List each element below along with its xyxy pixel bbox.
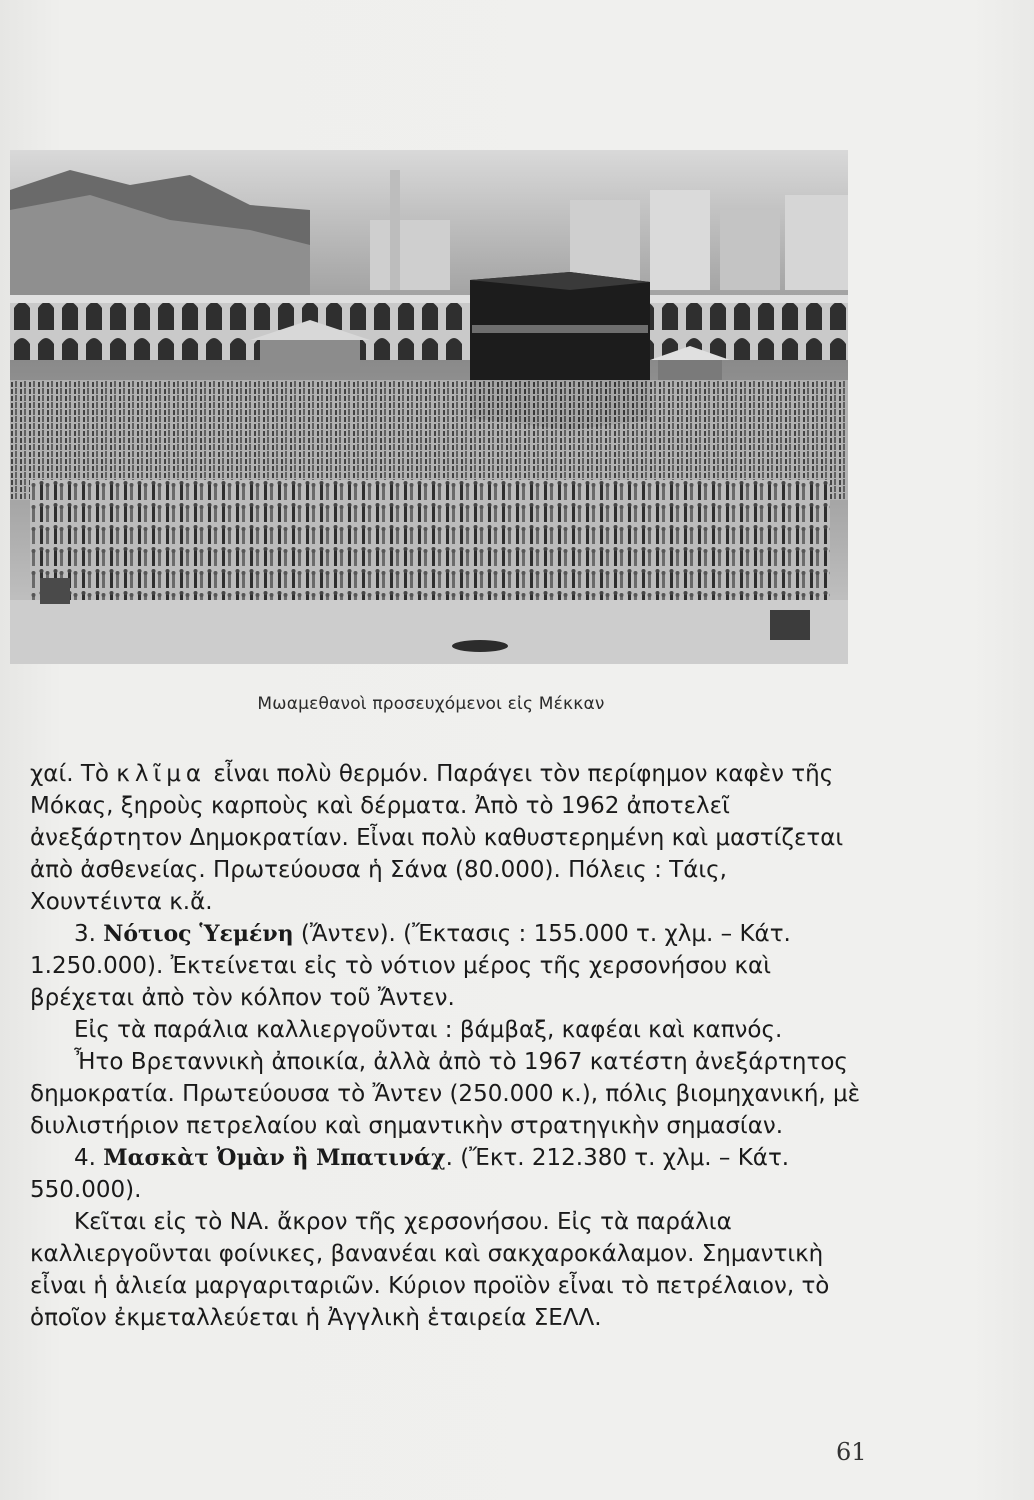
paragraph-crops: Εἰς τὰ παράλια καλλιεργοῦνται : βάμβαξ, καφέαι καὶ καπνός. — [74, 1017, 783, 1043]
paragraph-aden-history: Ἦτο Βρεταννικὴ ἀποικία, ἀλλὰ ἀπὸ τὸ 1967 κατέστη ἀνεξάρτητος δημοκρατία. Πρωτεύουσα τὸ Ἄντεν (250.000 κ.), πόλις βιομηχανική, μὲ διυλιστήριον πετρελαίου καὶ σημαντικὴν στρατηγικὴν σημασίαν. — [30, 1049, 861, 1139]
section-heading: Μασκὰτ Ὀμὰν ἢ Μπατινάχ — [103, 1145, 446, 1171]
text-run: . (Ἔκτ. 212.380 τ. χλμ. – Κάτ. 550.000). — [30, 1145, 790, 1203]
paragraph-south-yemen — [30, 918, 862, 1014]
section-number: 3. — [74, 921, 104, 947]
paragraph-oman-economy: Κεῖται εἰς τὸ ΝΑ. ἄκρον τῆς χερσονήσου. Εἰς τὰ παράλια καλλιεργοῦνται φοίνικες, βανανέαι καὶ σακχαροκάλαμον. Σημαντικὴ εἶναι ἡ ἁλιεία μαργαριταριῶν. Κύριον προϊὸν εἶναι τὸ πετρέλαιον, τὸ ὁποῖον ἐκμεταλλεύεται ἡ Ἀγγλικὴ ἑταιρεία ΣΕΛΛ. — [30, 1209, 830, 1331]
text-run: χαί. Τὸ — [30, 761, 117, 787]
paragraph-yemen-climate — [30, 758, 862, 918]
photo-caption: Μωαμεθανοὶ προσευχόμενοι εἰς Μέκκαν — [257, 694, 605, 714]
body-text — [30, 758, 862, 1334]
emphasized-term: κλῖμα — [116, 761, 207, 787]
mecca-photograph — [10, 150, 848, 664]
page-number: 61 — [836, 1438, 867, 1466]
text-run: εἶναι πολὺ θερμόν. Παράγει τὸν περίφημον καφὲν τῆς Μόκας, ξηροὺς καρποὺς καὶ δέρματα. Ἀπὸ τὸ 1962 ἀποτελεῖ ἀνεξάρτητον Δημοκρατίαν. Εἶναι πολὺ καθυστερημένη καὶ μαστίζεται ἀπὸ ἀσθενείας. Πρωτεύουσα ἡ Σάνα (80.000). Πόλεις : Τάις, Χουντέιντα κ.ἄ. — [30, 761, 844, 915]
paragraph-muscat-oman — [30, 1142, 862, 1206]
photo-illustration — [10, 150, 848, 664]
text-run: (Ἄντεν). (Ἔκτασις : 155.000 τ. χλμ. – Κάτ. 1.250.000). Ἐκτείνεται εἰς τὸ νότιον μέρος τῆς χερσονήσου καὶ βρέχεται ἀπὸ τὸν κόλπον τοῦ Ἄντεν. — [30, 921, 791, 1011]
section-number: 4. — [74, 1145, 104, 1171]
section-heading: Νότιος Ὑεμένη — [103, 921, 294, 947]
